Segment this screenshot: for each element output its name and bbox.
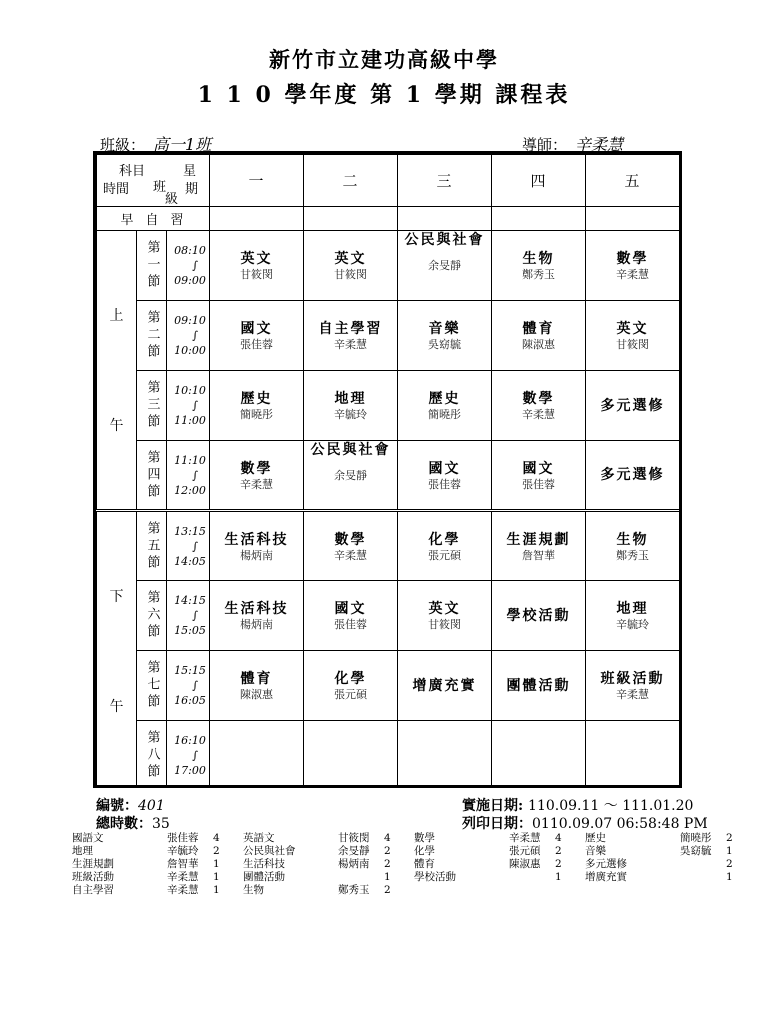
summary-count: 1 — [213, 884, 220, 896]
effective-label: 實施日期: — [462, 798, 529, 814]
cell-subject: 生物 — [616, 531, 649, 548]
period-label: 第七節 — [137, 651, 167, 721]
cell-teacher: 辛柔慧 — [334, 548, 368, 562]
summary-teacher — [509, 884, 551, 897]
corner-period: 期 — [185, 181, 199, 197]
corner-cell — [97, 155, 210, 207]
class-cell — [492, 651, 586, 721]
effective-value: 110.09.11 ～ 111.01.20 — [528, 798, 694, 814]
cell-teacher: 簡曉彤 — [428, 408, 462, 421]
end-time: 11:00 — [174, 414, 206, 427]
period-row — [97, 371, 680, 441]
end-time: 14:05 — [174, 554, 206, 568]
summary-count: 2 — [555, 858, 562, 870]
corner-subject: 科目 — [119, 163, 146, 179]
print-value: 0110.09.07 06:58:48 PM — [532, 816, 708, 832]
summary-subject: 增廣充實 — [585, 871, 627, 883]
cell-subject: 體育 — [522, 321, 555, 337]
day-header-thu: 四 — [492, 155, 586, 207]
morning-cell — [398, 207, 492, 231]
cell-subject: 自主學習 — [318, 321, 383, 337]
summary-count — [722, 884, 756, 897]
morning-cell — [304, 207, 398, 231]
half-label-char: 下 — [109, 589, 124, 605]
cell-subject: 國文 — [522, 460, 555, 477]
period-row — [97, 231, 680, 301]
summary-teacher: 辛柔慧 — [167, 871, 199, 883]
summary-teacher: 甘筱閔 — [338, 832, 370, 844]
timetable-frame — [93, 151, 682, 788]
class-cell — [398, 651, 492, 721]
morning-study-label: 早自習 — [97, 207, 210, 231]
summary-count: 1 — [726, 845, 733, 857]
summary-count: 1 — [726, 871, 733, 883]
cell-teacher: 辛柔慧 — [522, 408, 556, 421]
summary-teacher: 詹智華 — [167, 858, 199, 870]
day-header-wed: 三 — [398, 155, 492, 207]
cell-subject: 多元選修 — [600, 467, 665, 483]
start-time: 15:15 — [174, 664, 206, 677]
corner-class: 班 — [153, 179, 167, 195]
cell-teacher: 詹智華 — [522, 548, 556, 562]
corner-time: 時間 — [103, 181, 130, 197]
cell-subject: 數學 — [522, 391, 555, 407]
summary-count: 1 — [213, 858, 220, 870]
summary-subject: 化學 — [414, 845, 435, 857]
class-cell — [304, 441, 398, 511]
summary-teacher: 辛柔慧 — [167, 884, 199, 896]
print-label: 列印日期： — [462, 816, 532, 832]
time-separator: ∫ — [192, 399, 198, 412]
summary-teacher: 楊炳南 — [338, 858, 370, 870]
period-row — [97, 301, 680, 371]
summary-row — [72, 845, 756, 858]
cell-teacher: 楊炳南 — [240, 548, 274, 562]
cell-subject: 地理 — [616, 601, 649, 617]
corner-grade: 級 — [165, 191, 179, 207]
summary-subject: 數學 — [414, 832, 435, 844]
class-cell — [586, 441, 680, 511]
class-cell — [586, 511, 680, 581]
cell-subject: 音樂 — [428, 321, 461, 337]
class-cell — [398, 441, 492, 511]
summary-subject: 地理 — [72, 845, 93, 857]
end-time: 09:00 — [174, 274, 206, 287]
cell-teacher: 陳淑惠 — [240, 688, 274, 701]
class-cell — [304, 511, 398, 581]
class-cell — [398, 511, 492, 581]
subject-summary-table — [72, 832, 756, 897]
period-time — [167, 301, 210, 371]
cell-subject: 國文 — [428, 460, 461, 477]
summary-count: 2 — [384, 858, 391, 870]
start-time: 14:15 — [174, 594, 206, 607]
cell-subject: 英文 — [428, 601, 461, 617]
summary-row — [72, 858, 756, 871]
cell-teacher: 甘筱閔 — [616, 338, 650, 351]
corner-star: 星 — [183, 163, 197, 179]
period-row — [97, 721, 680, 789]
period-label: 第六節 — [137, 581, 167, 651]
day-header-tue: 二 — [304, 155, 398, 207]
start-time: 10:10 — [174, 384, 206, 397]
end-time: 10:00 — [174, 344, 206, 357]
summary-count: 2 — [726, 858, 733, 870]
class-cell — [492, 511, 586, 581]
cell-subject: 數學 — [240, 460, 273, 477]
period-label: 第四節 — [137, 441, 167, 511]
summary-subject — [414, 884, 509, 897]
cell-subject: 增廣充實 — [412, 677, 477, 694]
summary-count: 1 — [555, 871, 562, 883]
teacher-value: 辛柔慧 — [575, 135, 624, 154]
period-label: 第一節 — [137, 231, 167, 301]
summary-teacher: 辛柔慧 — [509, 832, 541, 844]
time-separator: ∫ — [192, 468, 198, 482]
cell-teacher: 張元碩 — [428, 548, 462, 562]
summary-subject: 生活科技 — [243, 858, 285, 870]
cell-subject: 歷史 — [428, 391, 461, 407]
cell-subject: 公民與社會 — [404, 232, 485, 248]
time-separator: ∫ — [192, 329, 198, 342]
time-separator: ∫ — [192, 609, 198, 622]
cell-teacher: 辛毓玲 — [616, 618, 650, 631]
summary-count: 1 — [384, 871, 391, 883]
summary-subject: 自主學習 — [72, 884, 114, 896]
half-label-char: 午 — [109, 418, 124, 434]
class-cell — [210, 301, 304, 371]
period-time — [167, 651, 210, 721]
cell-subject: 多元選修 — [600, 397, 665, 414]
time-separator: ∫ — [192, 539, 198, 553]
summary-teacher — [680, 884, 722, 897]
cell-teacher: 張元碩 — [334, 688, 368, 701]
end-time: 17:00 — [174, 764, 206, 777]
number-value: 401 — [138, 798, 165, 814]
cell-teacher: 簡曉彤 — [240, 408, 274, 421]
hours-label: 總時數： — [96, 816, 152, 832]
period-label: 第二節 — [137, 301, 167, 371]
summary-subject: 團體活動 — [243, 871, 285, 883]
class-cell — [304, 721, 398, 789]
summary-count: 4 — [384, 832, 391, 844]
cell-subject: 數學 — [616, 251, 649, 267]
time-separator: ∫ — [192, 259, 198, 272]
cell-subject: 生物 — [522, 251, 555, 267]
cell-teacher: 陳淑惠 — [522, 338, 556, 351]
end-time: 16:05 — [174, 694, 206, 707]
summary-subject: 歷史 — [585, 832, 606, 844]
cell-teacher: 張佳蓉 — [334, 618, 368, 631]
period-row — [97, 511, 680, 581]
afternoon-half-label — [97, 511, 137, 789]
summary-row — [72, 832, 756, 845]
class-cell — [398, 721, 492, 789]
cell-teacher: 鄭秀玉 — [616, 548, 650, 562]
cell-subject: 化學 — [334, 671, 367, 687]
cell-teacher: 楊炳南 — [240, 618, 274, 631]
class-cell — [398, 231, 492, 301]
class-cell — [398, 301, 492, 371]
cell-teacher: 辛柔慧 — [616, 688, 650, 701]
period-time — [167, 441, 210, 511]
cell-subject: 歷史 — [240, 391, 273, 407]
morning-cell — [586, 207, 680, 231]
class-cell — [492, 581, 586, 651]
cell-teacher: 張佳蓉 — [428, 477, 462, 491]
period-row — [97, 581, 680, 651]
half-label-char: 午 — [109, 699, 124, 715]
effective-date — [462, 795, 693, 815]
number-label: 編號： — [96, 798, 138, 814]
header-row — [97, 155, 680, 207]
class-cell — [304, 371, 398, 441]
end-time: 12:00 — [174, 483, 206, 497]
summary-subject — [585, 884, 680, 897]
period-row — [97, 651, 680, 721]
class-cell — [304, 231, 398, 301]
day-header-mon: 一 — [210, 155, 304, 207]
summary-count — [551, 884, 585, 897]
cell-subject: 地理 — [334, 391, 367, 407]
class-cell — [492, 441, 586, 511]
start-time: 09:10 — [174, 314, 206, 327]
class-cell — [210, 721, 304, 789]
class-cell — [492, 721, 586, 789]
print-date — [462, 813, 708, 833]
summary-count: 2 — [213, 845, 220, 857]
cell-subject: 英文 — [334, 251, 367, 267]
class-cell — [398, 371, 492, 441]
cell-subject: 英文 — [240, 251, 273, 267]
summary-count: 2 — [384, 845, 391, 857]
cell-teacher: 鄭秀玉 — [522, 268, 556, 281]
class-cell — [304, 651, 398, 721]
summary-subject: 音樂 — [585, 845, 606, 857]
cell-subject: 體育 — [240, 671, 273, 687]
summary-teacher: 辛毓玲 — [167, 845, 199, 857]
class-cell — [586, 581, 680, 651]
cell-teacher: 張佳蓉 — [240, 338, 274, 351]
cell-teacher: 張佳蓉 — [522, 477, 556, 491]
cell-teacher: 甘筱閔 — [428, 618, 462, 631]
summary-teacher — [680, 871, 722, 884]
cell-teacher: 余旻靜 — [428, 259, 462, 272]
summary-teacher: 吳窈毓 — [680, 845, 712, 857]
cell-subject: 英文 — [616, 321, 649, 337]
summary-subject: 國語文 — [72, 832, 104, 844]
summary-subject: 生物 — [243, 884, 264, 896]
cell-subject: 學校活動 — [506, 607, 571, 624]
summary-teacher — [509, 871, 551, 884]
class-cell — [210, 231, 304, 301]
summary-teacher — [680, 858, 722, 871]
cell-subject: 團體活動 — [506, 677, 571, 694]
period-label: 第五節 — [137, 511, 167, 581]
day-header-fri: 五 — [586, 155, 680, 207]
class-cell — [586, 721, 680, 789]
class-cell — [210, 511, 304, 581]
cell-subject: 公民與社會 — [310, 441, 391, 458]
cell-teacher: 余旻靜 — [334, 468, 368, 482]
start-time: 11:10 — [174, 453, 206, 467]
morning-row — [97, 207, 680, 231]
period-label: 第三節 — [137, 371, 167, 441]
summary-count: 4 — [213, 832, 220, 844]
summary-teacher: 余旻靜 — [338, 845, 370, 857]
cell-teacher: 辛柔慧 — [334, 338, 368, 351]
period-time — [167, 581, 210, 651]
summary-subject: 公民與社會 — [243, 845, 296, 857]
class-cell — [586, 231, 680, 301]
class-cell — [586, 651, 680, 721]
morning-cell — [210, 207, 304, 231]
summary-teacher: 鄭秀玉 — [338, 884, 370, 896]
class-cell — [210, 581, 304, 651]
summary-row — [72, 871, 756, 884]
cell-teacher: 吳窈毓 — [428, 338, 462, 351]
summary-teacher: 張佳蓉 — [167, 832, 199, 844]
class-cell — [492, 371, 586, 441]
summary-subject: 生涯規劃 — [72, 858, 114, 870]
summary-row — [72, 884, 756, 897]
class-cell — [304, 581, 398, 651]
morning-half-label — [97, 231, 137, 511]
time-separator: ∫ — [192, 749, 198, 762]
cell-subject: 國文 — [334, 601, 367, 617]
summary-count: 2 — [555, 845, 562, 857]
period-time — [167, 231, 210, 301]
cell-subject: 國文 — [240, 321, 273, 337]
total-hours — [96, 813, 170, 833]
school-title: 新竹市立建功高級中學 — [269, 47, 499, 72]
class-value: 高一1班 — [153, 135, 212, 154]
class-cell — [586, 301, 680, 371]
class-cell — [398, 581, 492, 651]
end-time: 15:05 — [174, 624, 206, 637]
summary-count: 1 — [213, 871, 220, 883]
class-cell — [210, 441, 304, 511]
period-time — [167, 371, 210, 441]
schedule-number — [96, 795, 165, 815]
summary-subject: 班級活動 — [72, 871, 114, 883]
summary-teacher: 簡曉彤 — [680, 832, 712, 844]
summary-count: 2 — [726, 832, 733, 844]
class-cell — [210, 371, 304, 441]
summary-subject: 多元選修 — [585, 858, 627, 870]
class-cell — [586, 371, 680, 441]
start-time: 13:15 — [174, 524, 206, 538]
cell-teacher: 甘筱閔 — [240, 268, 274, 281]
class-cell — [304, 301, 398, 371]
teacher-label: 導師： — [522, 136, 568, 154]
period-row — [97, 441, 680, 511]
summary-count: 4 — [555, 832, 562, 844]
summary-subject: 英語文 — [243, 832, 275, 844]
cell-subject: 班級活動 — [600, 671, 665, 687]
summary-teacher — [338, 871, 380, 884]
period-time — [167, 511, 210, 581]
period-label: 第八節 — [137, 721, 167, 789]
start-time: 16:10 — [174, 734, 206, 747]
summary-teacher: 張元碩 — [509, 845, 541, 857]
half-label-char: 上 — [109, 308, 124, 324]
cell-subject: 數學 — [334, 531, 367, 548]
hours-value: 35 — [152, 816, 170, 832]
summary-count: 2 — [384, 884, 391, 896]
summary-subject: 學校活動 — [414, 871, 456, 883]
morning-cell — [492, 207, 586, 231]
cell-subject: 生涯規劃 — [506, 531, 571, 548]
period-time — [167, 721, 210, 789]
cell-teacher: 辛柔慧 — [616, 268, 650, 281]
summary-teacher: 陳淑惠 — [509, 858, 541, 870]
summary-subject: 體育 — [414, 858, 435, 870]
start-time: 08:10 — [174, 244, 206, 257]
timetable — [96, 154, 680, 788]
term-title: 1 1 0 學年度 第 1 學期 課程表 — [197, 82, 571, 108]
class-cell — [492, 301, 586, 371]
cell-subject: 化學 — [428, 531, 461, 548]
class-cell — [492, 231, 586, 301]
cell-subject: 生活科技 — [224, 601, 289, 617]
time-separator: ∫ — [192, 679, 198, 692]
cell-teacher: 甘筱閔 — [334, 268, 368, 281]
class-label: 班級： — [100, 136, 146, 154]
cell-teacher: 辛毓玲 — [334, 408, 368, 421]
class-cell — [210, 651, 304, 721]
cell-teacher: 辛柔慧 — [240, 477, 274, 491]
cell-subject: 生活科技 — [224, 531, 289, 548]
